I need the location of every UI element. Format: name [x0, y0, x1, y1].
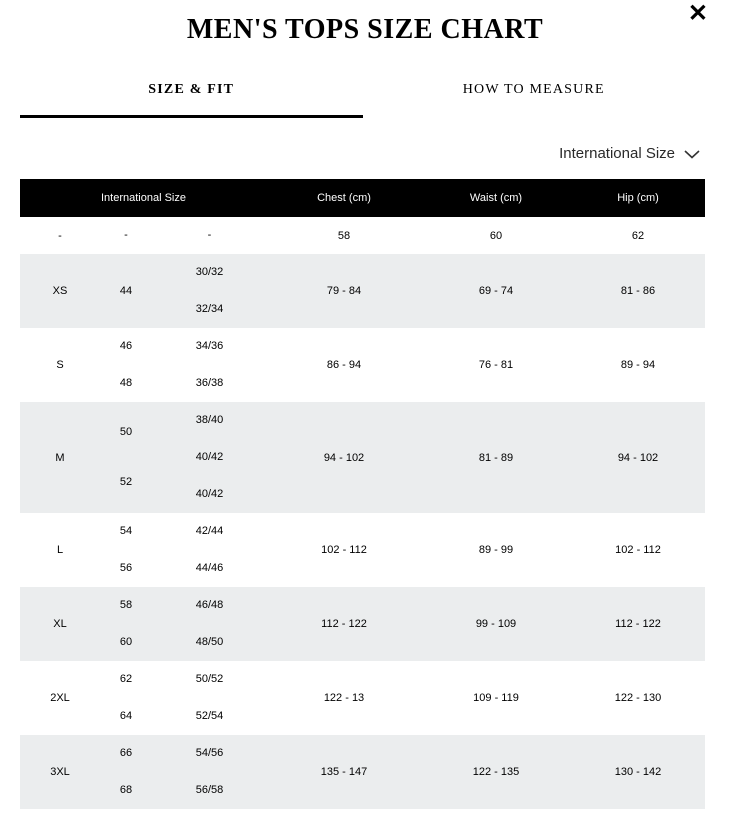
size-value: 52/54 [195, 710, 224, 722]
waist-cell: 99 - 109 [475, 618, 517, 630]
size-value: 52 [119, 475, 133, 488]
size-value: 48/50 [195, 636, 224, 648]
waist-cell: 89 - 99 [478, 544, 514, 556]
page-title: MEN'S TOPS SIZE CHART [186, 14, 544, 45]
chest-cell: 58 [337, 229, 351, 242]
alt-size-cell [152, 254, 267, 328]
size-value: 32/34 [195, 303, 224, 315]
size-value: 38/40 [195, 414, 224, 426]
numeric-size-cell [100, 513, 152, 587]
size-value: 56 [119, 562, 133, 574]
hip-cell: 81 - 86 [620, 285, 656, 297]
chest-cell: 112 - 122 [321, 618, 367, 630]
hip-cell: 130 - 142 [614, 766, 662, 778]
size-value: 68 [119, 784, 133, 796]
size-value: 66 [119, 747, 133, 759]
size-value: 44/46 [195, 562, 224, 574]
size-value: - [207, 229, 212, 241]
alt-size-cell [152, 328, 267, 402]
size-label-cell: XS [52, 285, 68, 297]
size-value: 34/36 [195, 340, 224, 352]
waist-cell: 69 - 74 [478, 285, 514, 297]
table-row [20, 735, 705, 809]
table-row [20, 328, 705, 402]
size-value: 62 [119, 673, 133, 685]
chest-cell: 86 - 94 [326, 359, 362, 371]
header-international-size: International Size [101, 192, 186, 204]
numeric-size-cell [100, 254, 152, 328]
size-value: 50 [119, 426, 133, 439]
size-label-cell: 2XL [50, 692, 70, 704]
waist-cell: 122 - 135 [472, 766, 520, 778]
size-label-cell: S [56, 359, 64, 371]
waist-cell: 76 - 81 [478, 359, 514, 371]
size-value: 36/38 [195, 377, 224, 389]
numeric-size-cell [100, 587, 152, 661]
size-value: 54 [119, 525, 133, 537]
size-value: 54/56 [195, 747, 224, 759]
hip-cell: 62 [631, 229, 645, 242]
chest-cell: 79 - 84 [326, 285, 362, 297]
table-row [20, 402, 705, 513]
international-size-dropdown-label: International Size [559, 145, 675, 162]
table-header-row [20, 179, 705, 217]
size-label-cell: XL [53, 618, 67, 630]
international-size-dropdown[interactable] [559, 145, 700, 162]
waist-cell: 109 - 119 [473, 692, 519, 704]
size-value: 44 [119, 284, 133, 297]
size-value: 64 [119, 710, 133, 722]
chest-cell: 94 - 102 [323, 451, 365, 464]
hip-cell: 112 - 122 [615, 618, 661, 630]
waist-cell: 60 [489, 229, 503, 242]
table-row [20, 254, 705, 328]
size-label-cell: 3XL [50, 766, 70, 778]
size-value: 30/32 [195, 266, 224, 278]
alt-size-cell [152, 217, 267, 254]
hip-cell: 102 - 112 [615, 544, 661, 556]
numeric-size-cell [100, 735, 152, 809]
numeric-size-cell [100, 661, 152, 735]
size-label-cell: - [58, 229, 62, 242]
alt-size-cell [152, 735, 267, 809]
size-value: 40/42 [195, 451, 224, 463]
tab-bar [20, 82, 705, 118]
hip-cell: 94 - 102 [617, 451, 659, 464]
size-value: 58 [119, 599, 133, 611]
table-row [20, 661, 705, 735]
size-value: 46 [119, 340, 133, 352]
table-row [20, 587, 705, 661]
hip-cell: 89 - 94 [620, 359, 656, 371]
size-value: 60 [119, 636, 133, 648]
chest-cell: 122 - 13 [323, 692, 365, 704]
table-body [20, 217, 705, 809]
header-hip: Hip (cm) [617, 192, 659, 204]
numeric-size-cell [100, 402, 152, 513]
table-row [20, 217, 705, 254]
table-row [20, 513, 705, 587]
tab-how-to-measure[interactable]: HOW TO MEASURE [462, 82, 605, 97]
hip-cell: 122 - 130 [614, 692, 662, 704]
alt-size-cell [152, 402, 267, 513]
size-label-cell: L [56, 544, 64, 556]
size-chart-table [20, 179, 705, 809]
chest-cell: 102 - 112 [321, 544, 367, 556]
tab-size-and-fit[interactable]: SIZE & FIT [20, 82, 363, 118]
size-value: 46/48 [195, 599, 224, 611]
alt-size-cell [152, 513, 267, 587]
numeric-size-cell [100, 328, 152, 402]
header-waist: Waist (cm) [469, 192, 523, 204]
close-icon[interactable]: ✕ [687, 0, 708, 27]
size-value: 56/58 [195, 784, 224, 796]
chest-cell: 135 - 147 [320, 766, 368, 778]
waist-cell: 81 - 89 [478, 451, 514, 464]
size-label-cell: M [55, 451, 65, 464]
chevron-down-icon [684, 148, 700, 159]
size-value: 42/44 [195, 525, 224, 537]
header-chest: Chest (cm) [317, 192, 371, 204]
size-value: - [124, 229, 128, 241]
alt-size-cell [152, 661, 267, 735]
size-value: 50/52 [195, 673, 224, 685]
size-value: 48 [119, 377, 133, 389]
size-value: 40/42 [195, 488, 224, 500]
numeric-size-cell [100, 217, 152, 254]
alt-size-cell [152, 587, 267, 661]
size-selector-row [0, 145, 700, 162]
